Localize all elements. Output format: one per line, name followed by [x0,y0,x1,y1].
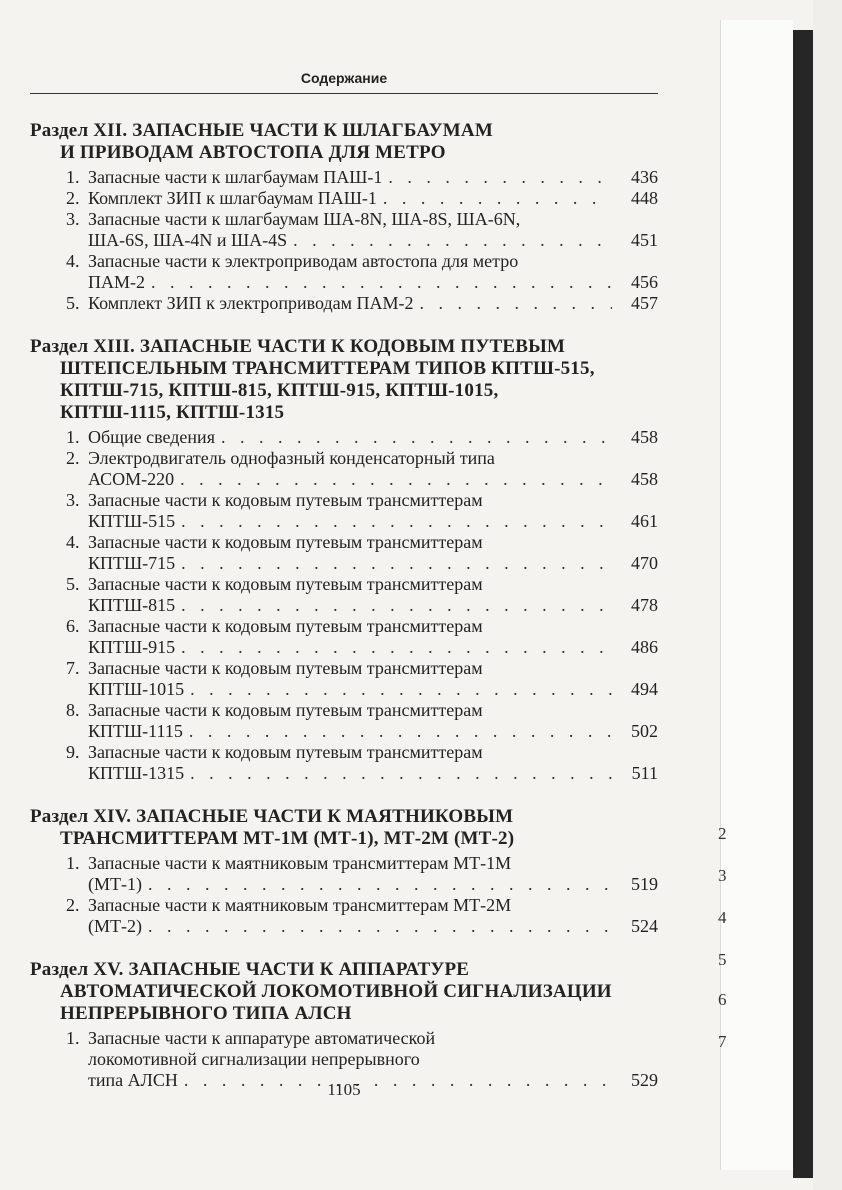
scan-margin [813,0,842,1190]
entry-text: Электродвигатель однофазный конденсаторный типа [88,448,495,468]
entry-page: 436 [631,167,658,187]
dot-leader [181,637,612,658]
entry-number: 5. [66,574,80,594]
entry-text: Запасные части к маятниковым трансмиттерам МТ-1М [88,853,512,873]
toc-entry [30,490,658,532]
entry-text: Комплект ЗИП к шлагбаумам ПАШ-1 [88,188,377,208]
entry-text: КПТШ-815 [88,595,176,615]
entry-page: 519 [631,874,658,894]
header-rule [30,93,658,94]
toc-entry [30,658,658,700]
entry-text: Запасные части к шлагбаумам ПАШ-1 [88,167,383,187]
dot-leader [190,763,612,784]
section-title-line: Раздел XIV. ЗАПАСНЫЕ ЧАСТИ К МАЯТНИКОВЫМ [30,806,514,827]
entry-text: Запасные части к маятниковым трансмиттерам МТ-2М [88,895,512,915]
entry-number: 6. [66,616,80,636]
dot-leader [148,874,612,895]
bleed-mark: 5 [718,950,727,969]
entry-text: КПТШ-915 [88,637,176,657]
entry-page: 457 [631,293,658,313]
entry-page: 458 [631,427,658,447]
entry-text: КПТШ-515 [88,511,176,531]
entry-number: 2. [66,895,80,915]
entry-text: Запасные части к кодовым путевым трансмиттерам [88,490,483,510]
entry-text: типа АЛСН [88,1070,178,1090]
entry-text: КПТШ-715 [88,553,176,573]
entry-number: 1. [66,167,80,187]
entry-text: (МТ-1) [88,874,142,894]
entry-number: 3. [66,490,80,510]
page-number: 1105 [327,1080,361,1099]
toc-entry [30,448,658,490]
toc-entry [30,209,658,251]
entry-number: 4. [66,532,80,552]
dot-leader [388,167,612,188]
dot-leader [181,553,612,574]
entry-text: Запасные части к кодовым путевым трансмиттерам [88,658,483,678]
dot-leader [293,230,612,251]
bleed-mark: 4 [718,908,727,927]
entry-page: 461 [631,511,658,531]
entry-text: Запасные части к электроприводам автостопа для метро [88,251,519,271]
entry-text: ША-6S, ША-4N и ША-4S [88,230,288,250]
section-title-line: ТРАНСМИТТЕРАМ МТ-1М (МТ-1), МТ-2М (МТ-2) [60,828,515,849]
entry-text: локомотивной сигнализации непрерывного [88,1049,420,1069]
toc-entry [30,167,658,188]
bleed-mark: 6 [718,990,727,1009]
entry-text: (МТ-2) [88,916,142,936]
entry-text: ПАМ-2 [88,272,145,292]
dot-leader [190,679,612,700]
dot-leader [180,469,612,490]
entry-number: 4. [66,251,80,271]
section-title-line: И ПРИВОДАМ АВТОСТОПА ДЛЯ МЕТРО [60,142,446,163]
section-title-line: Раздел XV. ЗАПАСНЫЕ ЧАСТИ К АППАРАТУРЕ [30,959,470,980]
section-title-line: АВТОМАТИЧЕСКОЙ ЛОКОМОТИВНОЙ СИГНАЛИЗАЦИИ [60,981,612,1002]
toc-entry [30,188,658,209]
entry-text: Запасные части к шлагбаумам ША-8N, ША-8S, ША-6N, [88,209,521,229]
section-title-line: НЕПРЕРЫВНОГО ТИПА АЛСН [60,1003,352,1024]
bleed-mark: 3 [718,866,727,885]
entry-page: 448 [631,188,658,208]
entry-text: Запасные части к кодовым путевым трансмиттерам [88,700,483,720]
dot-leader [221,427,612,448]
entry-number: 8. [66,700,80,720]
entry-number: 2. [66,448,80,468]
toc-section [30,959,658,1091]
entry-text: Комплект ЗИП к электроприводам ПАМ-2 [88,293,414,313]
running-header: Содержание [300,70,388,86]
entry-text: Запасные части к аппаратуре автоматической [88,1028,436,1048]
entry-number: 2. [66,188,80,208]
entry-text: Запасные части к кодовым путевым трансмиттерам [88,616,483,636]
dot-leader [383,188,612,209]
entry-page: 524 [631,916,658,936]
entry-page: 478 [631,595,658,615]
entry-page: 458 [631,469,658,489]
toc-entry [30,895,658,937]
entry-number: 1. [66,853,80,873]
section-title-line: ШТЕПСЕЛЬНЫМ ТРАНСМИТТЕРАМ ТИПОВ КПТШ-515, [60,358,595,379]
entry-number: 1. [66,427,80,447]
dot-leader [181,595,612,616]
entry-text: КПТШ-1115 [88,721,183,741]
adjacent-page-edge [720,20,793,1170]
entry-page: 529 [631,1070,658,1090]
section-title [30,120,658,164]
entry-page: 451 [631,230,658,250]
entry-text: АСОМ-220 [88,469,175,489]
entry-number: 7. [66,658,80,678]
toc-entry [30,700,658,742]
toc-entry [30,293,658,314]
section-title-line: Раздел XII. ЗАПАСНЫЕ ЧАСТИ К ШЛАГБАУМАМ [30,120,493,141]
entry-text: КПТШ-1315 [88,763,185,783]
entry-text: Запасные части к кодовым путевым трансмиттерам [88,574,483,594]
entry-page: 502 [631,721,658,741]
dot-leader [148,916,612,937]
section-title [30,336,658,424]
bleed-mark: 2 [718,824,727,843]
section-title [30,959,658,1025]
table-of-contents [30,120,658,1113]
toc-entry [30,742,658,784]
entry-text: Запасные части к кодовым путевым трансмиттерам [88,532,483,552]
entry-number: 1. [66,1028,80,1048]
section-title-line: Раздел XIII. ЗАПАСНЫЕ ЧАСТИ К КОДОВЫМ ПУТЕВЫМ [30,336,566,357]
entry-text: КПТШ-1015 [88,679,185,699]
entry-text: Общие сведения [88,427,215,447]
bleed-mark: 7 [718,1032,727,1051]
entry-page: 494 [631,679,658,699]
entry-number: 3. [66,209,80,229]
entry-number: 9. [66,742,80,762]
toc-entry [30,532,658,574]
toc-entry [30,616,658,658]
toc-section [30,120,658,314]
entry-page: 470 [631,553,658,573]
section-title-line: КПТШ-715, КПТШ-815, КПТШ-915, КПТШ-1015, [60,380,499,401]
dot-leader [181,511,612,532]
section-title [30,806,658,850]
toc-section [30,336,658,784]
entry-page: 456 [631,272,658,292]
toc-entry [30,251,658,293]
toc-entry [30,853,658,895]
scan-shadow-bar [793,30,813,1178]
entry-page: 486 [631,637,658,657]
entry-text: Запасные части к кодовым путевым трансмиттерам [88,742,483,762]
toc-entry [30,574,658,616]
section-title-line: КПТШ-1115, КПТШ-1315 [60,402,285,423]
entry-page: 511 [631,763,658,783]
dot-leader [189,721,612,742]
entry-number: 5. [66,293,80,313]
dot-leader [420,293,612,314]
dot-leader [151,272,612,293]
toc-section [30,806,658,937]
toc-entry [30,427,658,448]
